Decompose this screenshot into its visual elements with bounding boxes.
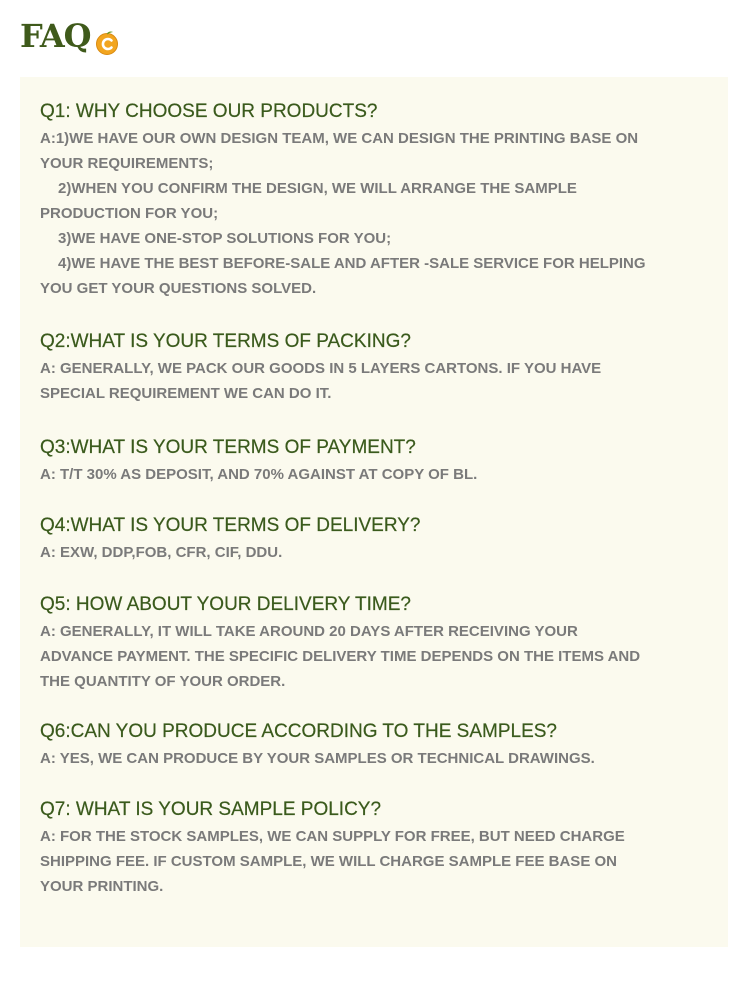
- faq-answer-line: SPECIAL REQUIREMENT WE CAN DO IT.: [40, 385, 332, 402]
- faq-answer-line: 3)WE HAVE ONE-STOP SOLUTIONS FOR YOU;: [58, 230, 392, 247]
- faq-list: [40, 99, 710, 899]
- faq-item: [40, 592, 710, 694]
- faq-answer-line: YOU GET YOUR QUESTIONS SOLVED.: [40, 280, 317, 297]
- faq-answer: [40, 824, 710, 899]
- faq-answer-line: A: EXW, DDP,FOB, CFR, CIF, DDU.: [40, 544, 283, 561]
- faq-answer-line: PRODUCTION FOR YOU;: [40, 205, 219, 222]
- faq-answer: [40, 746, 710, 771]
- page-header: [20, 8, 120, 55]
- faq-answer-line: THE QUANTITY OF YOUR ORDER.: [40, 673, 286, 690]
- faq-answer-line: SHIPPING FEE. IF CUSTOM SAMPLE, WE WILL CHARGE SAMPLE FEE BASE ON: [40, 853, 617, 870]
- faq-answer-line: A: GENERALLY, IT WILL TAKE AROUND 20 DAYS AFTER RECEIVING YOUR: [40, 623, 578, 640]
- faq-answer: [40, 540, 710, 565]
- faq-answer-line: A:1)WE HAVE OUR OWN DESIGN TEAM, WE CAN DESIGN THE PRINTING BASE ON: [40, 130, 639, 147]
- faq-answer-line: YOUR PRINTING.: [40, 878, 164, 895]
- faq-question: Q3:WHAT IS YOUR TERMS OF PAYMENT?: [40, 437, 416, 458]
- faq-panel: [20, 77, 728, 947]
- faq-item: [40, 329, 710, 406]
- faq-item: [40, 435, 710, 487]
- faq-question: Q4:WHAT IS YOUR TERMS OF DELIVERY?: [40, 515, 421, 536]
- faq-answer-line: A: T/T 30% AS DEPOSIT, AND 70% AGAINST AT COPY OF BL.: [40, 466, 478, 483]
- faq-answer: [40, 619, 710, 694]
- faq-question: Q6:CAN YOU PRODUCE ACCORDING TO THE SAMPLES?: [40, 721, 557, 742]
- faq-item: [40, 719, 710, 771]
- faq-answer-line: YOUR REQUIREMENTS;: [40, 155, 214, 172]
- orange-c-logo-icon: [94, 30, 120, 56]
- faq-question: Q5: HOW ABOUT YOUR DELIVERY TIME?: [40, 594, 411, 615]
- faq-question: Q2:WHAT IS YOUR TERMS OF PACKING?: [40, 331, 411, 352]
- faq-item: [40, 797, 710, 899]
- faq-answer-line: ADVANCE PAYMENT. THE SPECIFIC DELIVERY TIME DEPENDS ON THE ITEMS AND: [40, 648, 641, 665]
- page-title: FAQ: [20, 17, 91, 55]
- faq-item: [40, 513, 710, 565]
- faq-answer-line: A: YES, WE CAN PRODUCE BY YOUR SAMPLES OR TECHNICAL DRAWINGS.: [40, 750, 595, 767]
- faq-answer: [40, 356, 710, 406]
- faq-answer-line: 2)WHEN YOU CONFIRM THE DESIGN, WE WILL ARRANGE THE SAMPLE: [58, 180, 577, 197]
- faq-item: [40, 99, 710, 301]
- faq-answer: [40, 126, 710, 301]
- faq-answer: [40, 462, 710, 487]
- faq-answer-line: A: GENERALLY, WE PACK OUR GOODS IN 5 LAYERS CARTONS. IF YOU HAVE: [40, 360, 602, 377]
- faq-answer-line: A: FOR THE STOCK SAMPLES, WE CAN SUPPLY FOR FREE, BUT NEED CHARGE: [40, 828, 625, 845]
- faq-answer-line: 4)WE HAVE THE BEST BEFORE-SALE AND AFTER -SALE SERVICE FOR HELPING: [58, 255, 646, 272]
- faq-question: Q1: WHY CHOOSE OUR PRODUCTS?: [40, 101, 378, 122]
- faq-question: Q7: WHAT IS YOUR SAMPLE POLICY?: [40, 799, 382, 820]
